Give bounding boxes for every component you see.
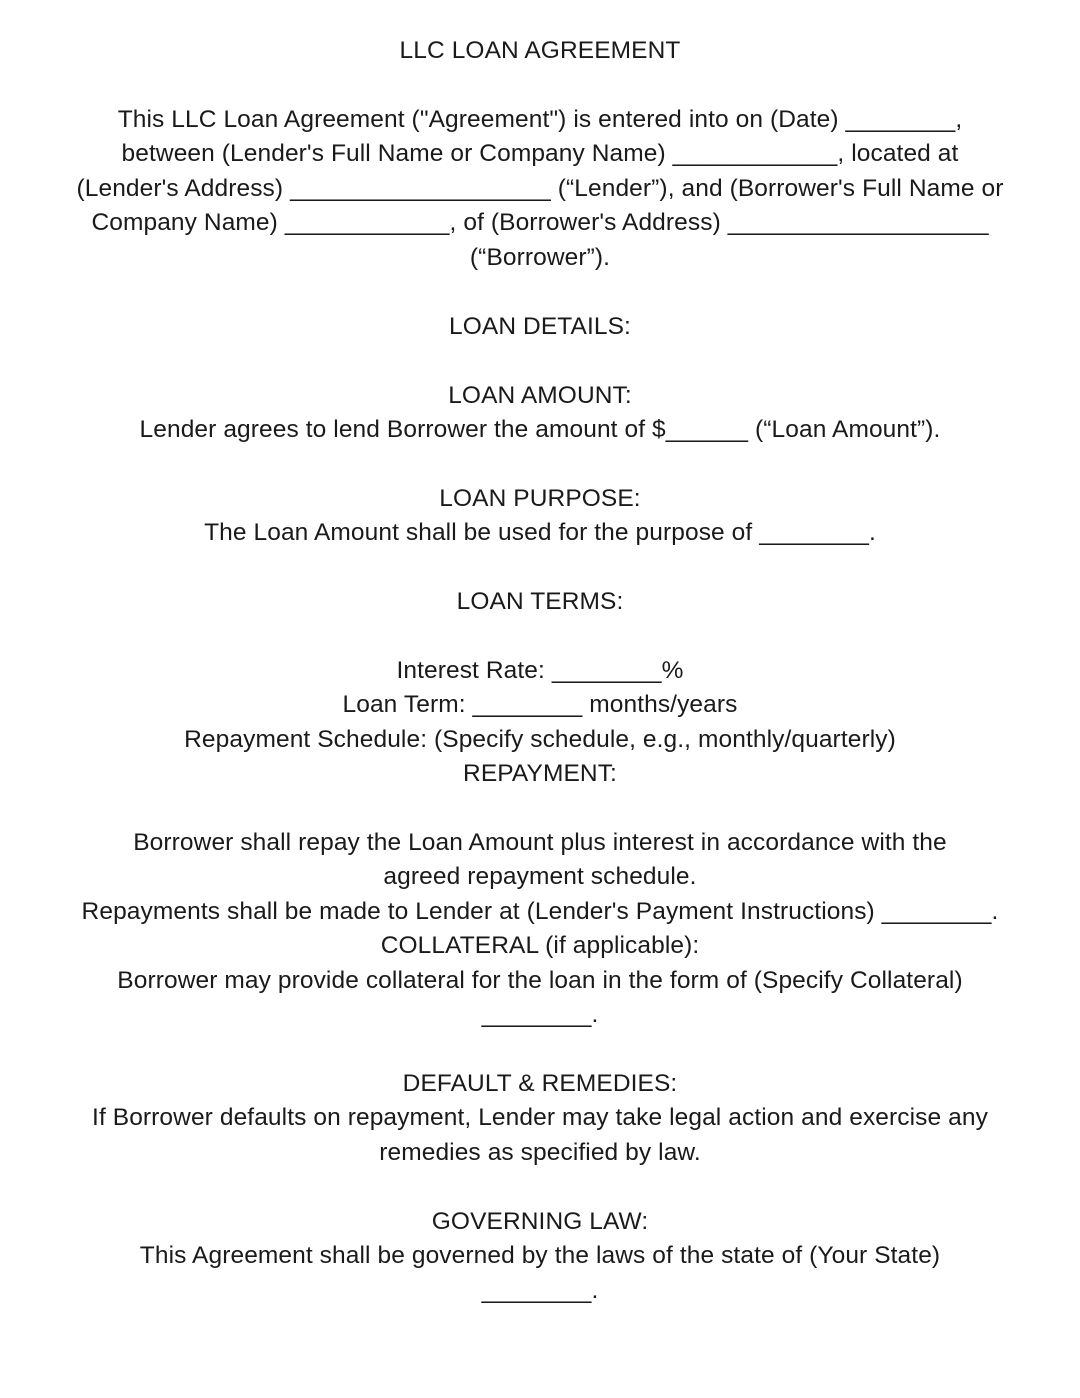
intro-line-5: (“Borrower”). — [469, 244, 611, 271]
loan-amount-text: Lender agrees to lend Borrower the amount of $______ (“Loan Amount”). — [139, 416, 941, 443]
repayment-heading: REPAYMENT: — [463, 760, 617, 787]
default-line-1: If Borrower defaults on repayment, Lender may take legal action and exercise any — [92, 1104, 988, 1131]
loan-purpose-heading: LOAN PURPOSE: — [439, 485, 641, 512]
loan-purpose-text: The Loan Amount shall be used for the purpose of ________. — [204, 519, 876, 546]
default-heading: DEFAULT & REMEDIES: — [402, 1070, 678, 1097]
governing-law-heading: GOVERNING LAW: — [431, 1208, 649, 1235]
loan-term-line: Loan Term: ________ months/years — [342, 691, 738, 718]
intro-line-1: This LLC Loan Agreement ("Agreement") is entered into on (Date) ________, — [117, 106, 963, 133]
collateral-heading: COLLATERAL (if applicable): — [380, 932, 700, 959]
governing-law-line-2: ________. — [481, 1277, 599, 1304]
repayment-schedule-line: Repayment Schedule: (Specify schedule, e.g., monthly/quarterly) — [184, 726, 896, 753]
repayment-line-2: agreed repayment schedule. — [383, 863, 697, 890]
repayment-line-3: Repayments shall be made to Lender at (Lender's Payment Instructions) ________. — [81, 898, 999, 925]
intro-line-3: (Lender's Address) ___________________ (“Lender”), and (Borrower's Full Name or — [76, 175, 1004, 202]
repayment-line-1: Borrower shall repay the Loan Amount plus interest in accordance with the — [133, 829, 947, 856]
loan-details-heading: LOAN DETAILS: — [449, 313, 631, 340]
loan-terms-heading: LOAN TERMS: — [456, 588, 624, 615]
governing-law-line-1: This Agreement shall be governed by the laws of the state of (Your State) — [139, 1242, 941, 1269]
collateral-line-2: ________. — [481, 1001, 599, 1028]
collateral-line-1: Borrower may provide collateral for the loan in the form of (Specify Collateral) — [117, 967, 963, 994]
intro-line-2: between (Lender's Full Name or Company Name) ____________, located at — [121, 140, 959, 167]
interest-rate-line: Interest Rate: ________% — [396, 657, 684, 684]
intro-line-4: Company Name) ____________, of (Borrower's Address) ___________________ — [91, 209, 989, 236]
default-line-2: remedies as specified by law. — [379, 1139, 701, 1166]
document-title: LLC LOAN AGREEMENT — [399, 37, 681, 64]
loan-amount-heading: LOAN AMOUNT: — [448, 382, 632, 409]
